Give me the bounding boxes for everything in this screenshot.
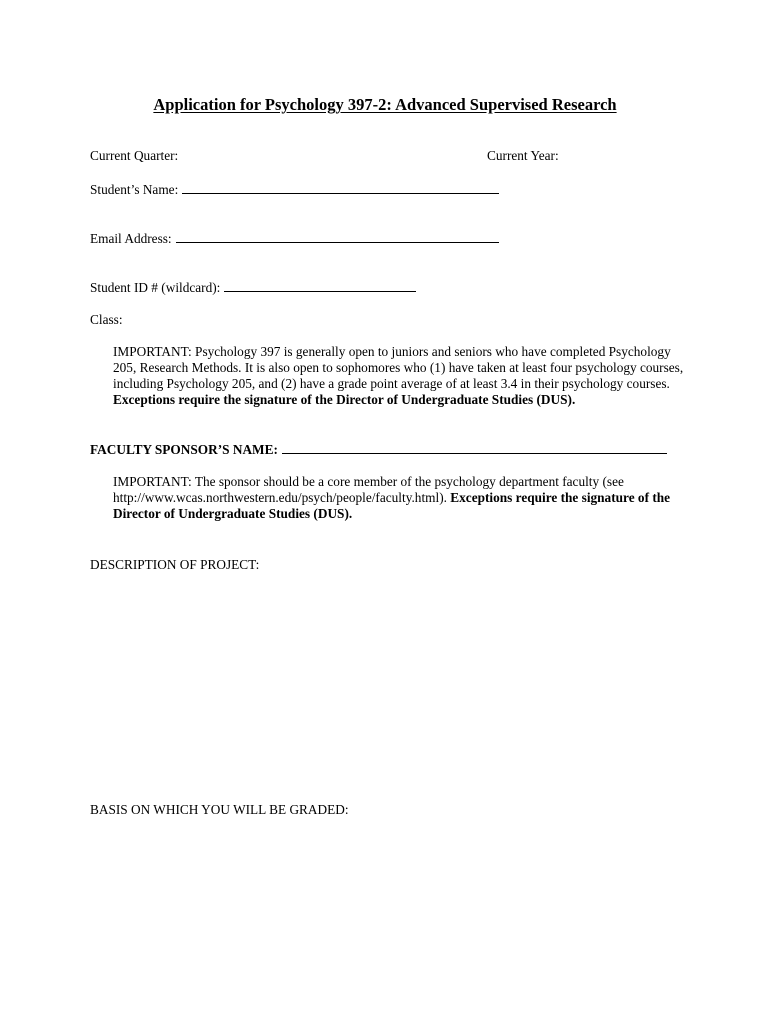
sponsor-exception: Exceptions require the signature of the Director of Undergraduate Studies (DUS). [113,490,671,521]
important-eligibility-note [113,344,688,408]
student-name-row [90,181,499,198]
page-title: Application for Psychology 397-2: Advanced Supervised Research [153,95,617,114]
class-label: Class: [90,312,123,327]
eligibility-text: IMPORTANT: Psychology 397 is generally open to juniors and seniors who have completed Psychology 205, Research Methods. It is also open to sophomores who (1) have taken at least four psychology courses, including Psychology 205, and (2) have a grade point average of at least 3.4 in their psychology courses. [113,344,684,391]
description-heading: DESCRIPTION OF PROJECT: [90,557,260,572]
email-address-field[interactable] [176,230,499,243]
faculty-sponsor-label: FACULTY SPONSOR’S NAME: [90,442,278,457]
important-sponsor-note [113,474,693,522]
sponsor-text: IMPORTANT: The sponsor should be a core member of the psychology department faculty (see http://www.wcas.northwestern.edu/psych/people/faculty.html). [113,474,624,505]
email-address-row [90,230,499,247]
student-id-row [90,279,416,296]
grading-heading: BASIS ON WHICH YOU WILL BE GRADED: [90,802,349,817]
email-address-label: Email Address: [90,231,172,246]
student-name-label: Student’s Name: [90,182,179,197]
description-area[interactable] [90,578,690,788]
eligibility-exception: Exceptions require the signature of the Director of Undergraduate Studies (DUS). [113,392,576,407]
grading-area[interactable] [90,823,690,993]
student-name-field[interactable] [182,181,499,194]
faculty-sponsor-field[interactable] [282,441,667,454]
current-quarter-label: Current Quarter: [90,148,179,163]
current-year-label: Current Year: [487,148,559,163]
student-id-field[interactable] [224,279,416,292]
faculty-sponsor-row [90,441,667,458]
student-id-label: Student ID # (wildcard): [90,280,221,295]
